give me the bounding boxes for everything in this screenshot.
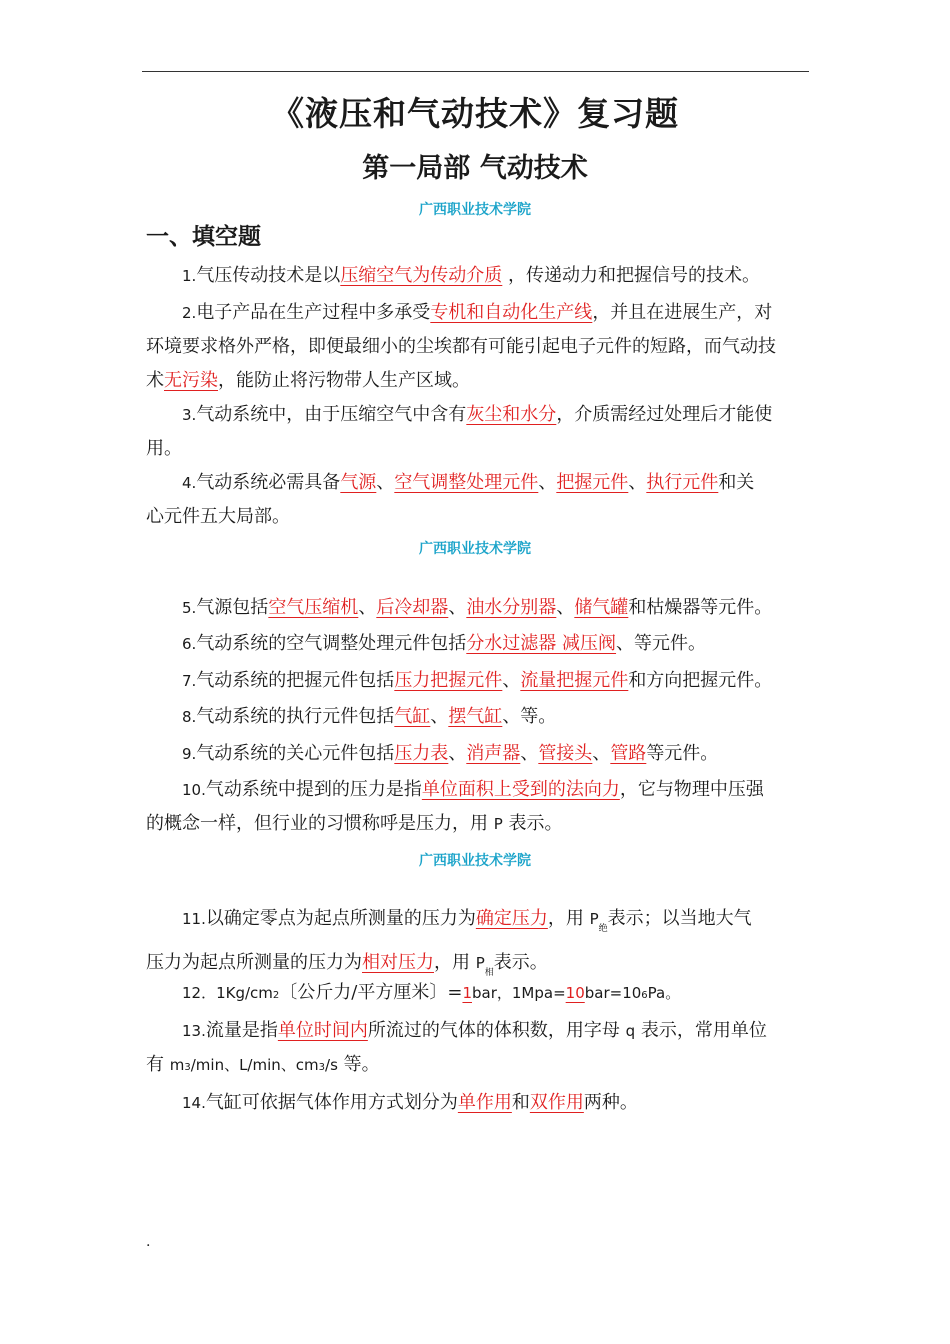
answer: 管接头: [538, 743, 593, 764]
watermark-3: 广西职业技术学院: [419, 853, 531, 869]
question-14: 14.气缸可依据气体作用方式划分为单作用和双作用两种。: [182, 1092, 638, 1113]
document-title: 《液压和气动技术》复习题: [271, 94, 679, 133]
footer-mark: .: [146, 1234, 151, 1250]
answer: 压力表: [394, 743, 449, 764]
question-6: 6.气动系统的空气调整处理元件包括分水过滤器 减压阀、等元件。: [182, 633, 707, 654]
answer: 气源: [340, 472, 377, 493]
answer: 压缩空气为传动介质: [340, 265, 503, 286]
answer: 无污染: [164, 370, 218, 391]
answer: 油水分别器: [466, 597, 557, 618]
answer: 储气罐: [574, 597, 629, 618]
answer: 双作用: [529, 1092, 584, 1113]
answer: 管路: [610, 743, 647, 764]
question-9: 9.气动系统的关心元件包括压力表、消声器、管接头、管路等元件。: [182, 743, 719, 764]
question-12: 12．1Kg/cm2〔公斤力/平方厘米〕=1bar，1Mpa=10bar=106Pa。: [182, 982, 681, 1003]
answer: 单作用: [457, 1092, 512, 1113]
header-rule: [142, 71, 809, 72]
answer: 压力把握元件: [394, 670, 503, 691]
answer: 后冷却器: [376, 597, 449, 618]
answer: 1: [462, 984, 472, 1002]
answer: 确定压力: [475, 908, 548, 929]
watermark-1: 广西职业技术学院: [419, 202, 531, 218]
question-10: 10.气动系统中提到的压力是指单位面积上受到的法向力，它与物理中压强 的概念一样，但行业的习惯称呼是压力，用 P 表示。: [146, 779, 764, 834]
question-7: 7.气动系统的把握元件包括压力把握元件、流量把握元件和方向把握元件。: [182, 670, 773, 691]
answer: 单位时间内: [277, 1020, 368, 1041]
question-1: 1.气压传动技术是以压缩空气为传动介质 ，传递动力和把握信号的技术。: [182, 265, 761, 286]
answer: 空气调整处理元件: [394, 472, 539, 493]
question-8: 8.气动系统的执行元件包括气缸、摆气缸、等。: [182, 706, 557, 727]
answer: 灰尘和水分: [466, 404, 557, 425]
answer: 执行元件: [646, 472, 719, 493]
section-heading: 一、填空题: [146, 223, 261, 250]
answer: 10: [565, 984, 585, 1002]
answer: 把握元件: [556, 472, 629, 493]
watermark-2: 广西职业技术学院: [419, 541, 531, 557]
question-11: 11.以确定零点为起点所测量的压力为确定压力，用 $P_绝$表示；以当地大气 压力为起点所测量的压力为相对压力，用 $P_相$表示。: [146, 908, 752, 978]
answer: 相对压力: [362, 952, 434, 973]
answer: 分水过滤器 减压阀: [466, 633, 617, 654]
question-5: 5.气源包括空气压缩机、后冷却器、油水分别器、储气罐和枯燥器等元件。: [182, 597, 773, 618]
answer: 流量把握元件: [520, 670, 629, 691]
answer: 专机和自动化生产线: [430, 302, 593, 323]
question-4: 4.气动系统必需具备气源、空气调整处理元件、把握元件、执行元件和关 心元件五大局部。: [146, 472, 755, 527]
question-3: 3.气动系统中，由于压缩空气中含有灰尘和水分，介质需经过处理后才能使 用。: [146, 404, 773, 459]
answer: 单位面积上受到的法向力: [421, 779, 620, 800]
part-title: 第一局部 气动技术: [362, 153, 588, 184]
answer: 空气压缩机: [268, 597, 359, 618]
answer: 消声器: [466, 743, 521, 764]
answer: 摆气缸: [448, 706, 503, 727]
question-13: 13.流量是指单位时间内所流过的气体的体积数，用字母 q 表示，常用单位 有 m3/min、L/min、cm3/s 等。: [146, 1020, 767, 1075]
answer: 气缸: [394, 706, 431, 727]
question-2: 2.电子产品在生产过程中多承受专机和自动化生产线，并且在进展生产，对 环境要求格外严格，即便最细小的尘埃都有可能引起电子元件的短路，而气动技 术无污染，能防止将污物带人生产区域。: [146, 302, 776, 391]
